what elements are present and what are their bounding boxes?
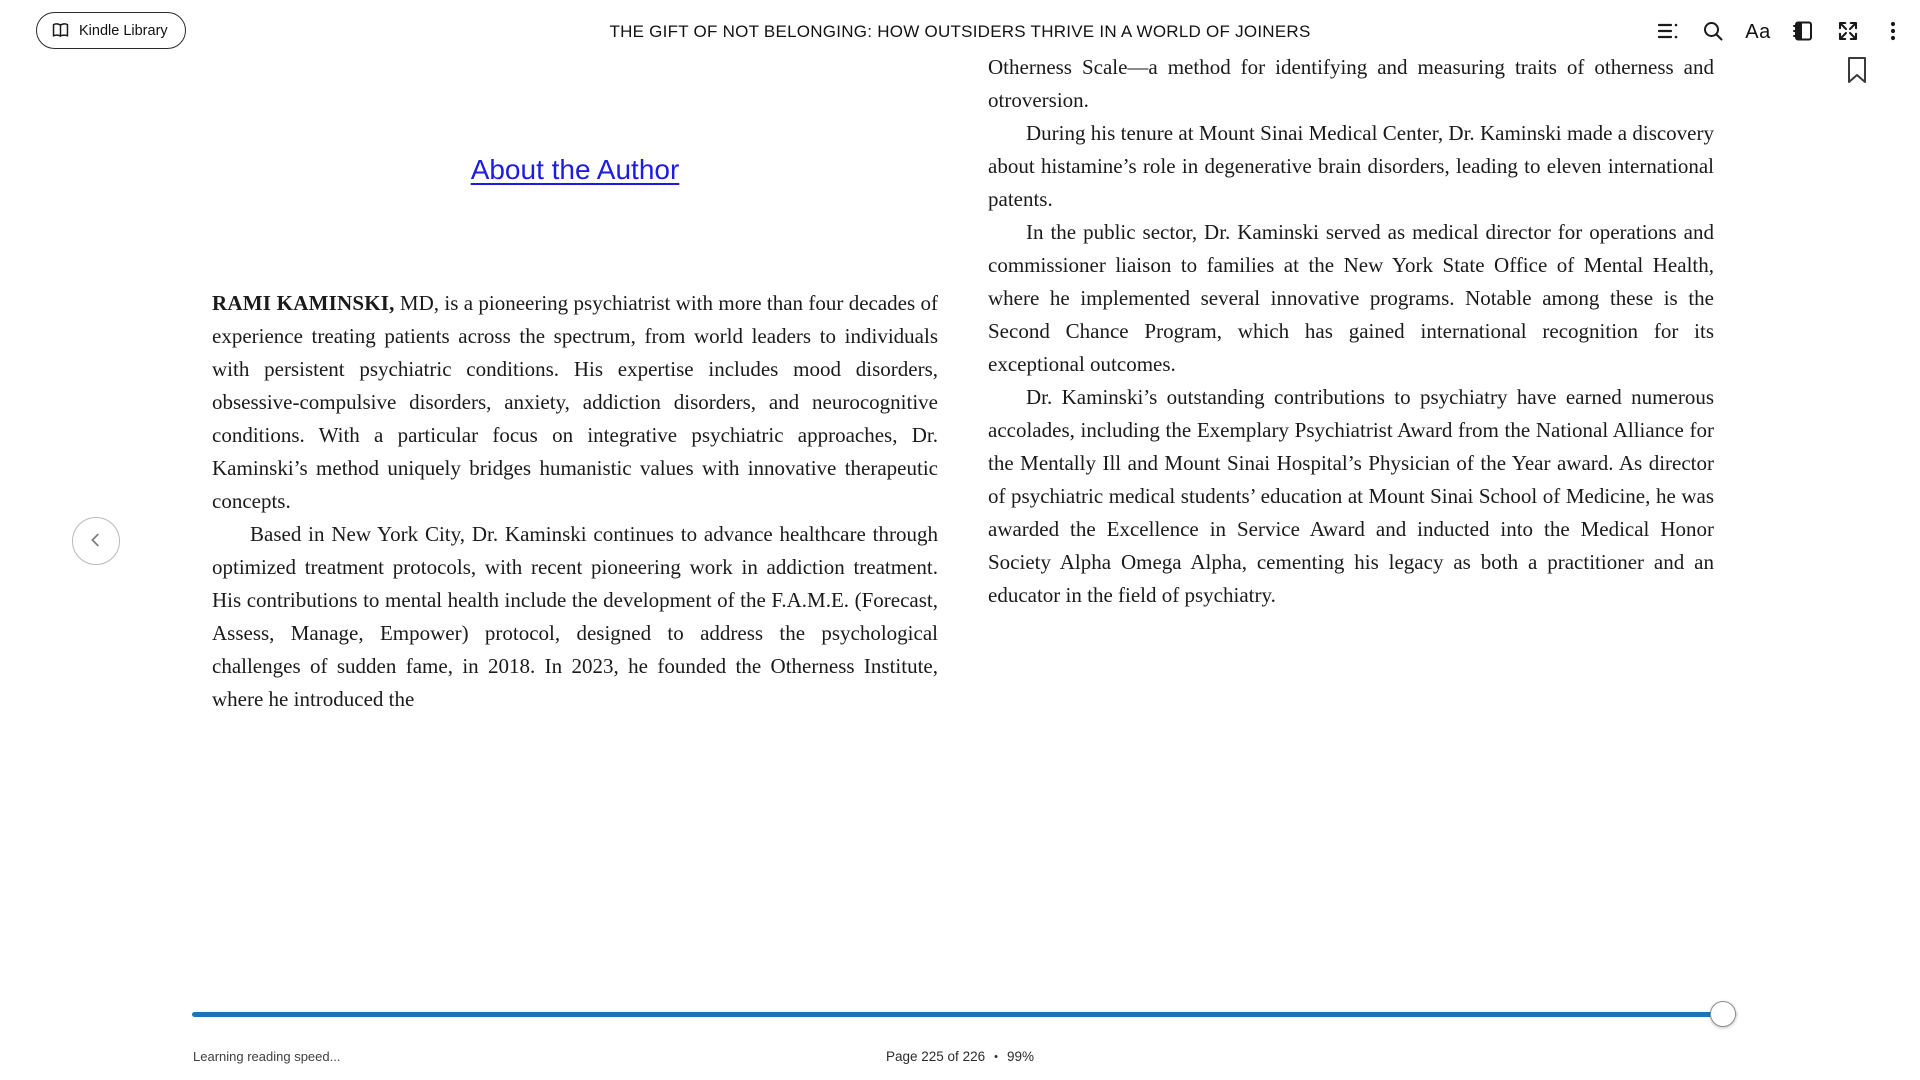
right-text-column [988,51,1714,612]
reading-progress-fill [192,1012,1723,1017]
author-bio-paragraph: Otherness Scale—a method for identifying and measuring traits of otherness and otroversion. [988,55,1714,112]
author-bio-paragraph: Based in New York City, Dr. Kaminski continues to advance healthcare through optimized treatment protocols, with recent pioneering work in addiction treatment. His contributions to mental health include the development of the F.A.M.E. (Forecast, Assess, Manage, Empower) protocol, designed to address the psychological challenges of sudden fame, in 2018. In 2023, he founded the Otherness Institute, where he introduced the [212,522,938,711]
search-button[interactable] [1701,19,1725,45]
reader-layout-button[interactable] [1791,19,1815,45]
author-bio-paragraph: In the public sector, Dr. Kaminski served as medical director for operations and commissioner liaison to families at the New York State Office of Mental Health, where he implemented several innovative programs. Notable among these is the Second Chance Program, which has gained international recognition for its exceptional outcomes. [988,220,1714,376]
book-title: THE GIFT OF NOT BELONGING: HOW OUTSIDERS THRIVE IN A WORLD OF JOINERS [609,22,1311,41]
percent-read-label: 99% [1006,1049,1034,1064]
reading-speed-status: Learning reading speed... [193,1049,341,1064]
reader-toolbar [1656,19,1905,45]
page-position-info [0,1049,1920,1064]
font-settings-button[interactable] [1746,19,1770,45]
overflow-menu-button[interactable] [1881,19,1905,45]
font-settings-label: Aa [1745,20,1771,43]
reading-progress-slider[interactable] [192,1012,1738,1017]
reader-layout-icon [1791,19,1815,46]
author-bio-paragraph: During his tenure at Mount Sinai Medical Center, Dr. Kaminski made a discovery about histamine’s role in degenerative brain disorders, leading to eleven international patents. [988,121,1714,211]
fullscreen-icon [1836,19,1860,46]
chapter-heading [212,152,938,186]
overflow-menu-icon [1881,19,1905,46]
reading-progress-handle[interactable] [1710,1001,1736,1027]
about-the-author-link[interactable]: About the Author [470,154,680,185]
previous-page-button[interactable] [72,517,120,565]
left-column-paragraphs [212,287,938,716]
bullet-separator: • [994,1051,998,1063]
author-name-lead: RAMI KAMINSKI, [212,291,395,315]
bookmark-icon [1846,72,1868,87]
toc-icon [1656,19,1680,46]
author-bio-paragraph [212,287,938,518]
toc-button[interactable] [1656,19,1680,45]
author-bio-paragraph: Dr. Kaminski’s outstanding contributions to psychiatry have earned numerous accolades, including the Exemplary Psychiatrist Award from the National Alliance for the Mentally Ill and Mount Sinai Hospital’s Physician of the Year award. As director of psychiatric medical students’ education at Mount Sinai School of Medicine, he was awarded the Excellence in Service Award and inducted into the Medical Honor Society Alpha Omega Alpha, cementing his legacy as both a practitioner and an educator in the field of psychiatry. [988,385,1714,607]
author-bio-text: MD, is a pioneering psychiatrist with more than four decades of experience treating patients across the spectrum, from world leaders to individuals with persistent psychiatric conditions. His expertise includes mood disorders, obsessive-compulsive disorders, anxiety, addiction disorders, and neurocognitive conditions. With a particular focus on integrative psychiatric approaches, Dr. Kaminski’s method uniquely bridges humanistic values with innovative therapeutic concepts. [212,291,938,513]
kindle-library-label: Kindle Library [79,22,168,39]
fullscreen-button[interactable] [1836,19,1860,45]
search-icon [1701,19,1725,46]
page-number-label: Page 225 of 226 [886,1049,986,1064]
bookmark-button[interactable] [1846,56,1868,87]
chevron-left-icon [85,529,107,554]
left-text-column [212,0,938,900]
